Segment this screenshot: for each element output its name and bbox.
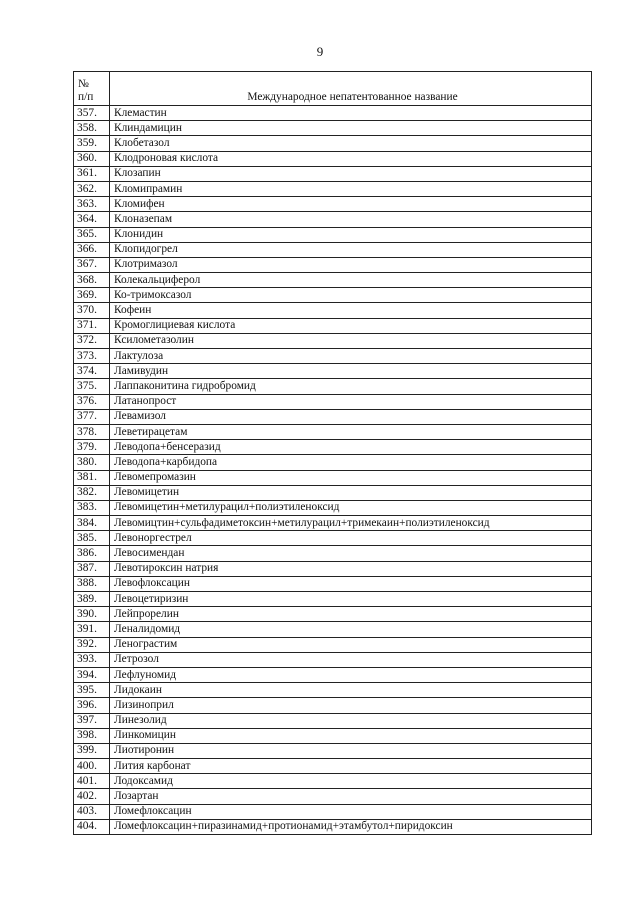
table-row: [74, 136, 592, 151]
row-number: 385.: [74, 531, 110, 546]
drug-name: Левомицтин+сульфадиметоксин+метилурацил+тримекаин+полиэтиленоксид: [110, 516, 592, 531]
table-row: [74, 728, 592, 743]
row-number: 372.: [74, 333, 110, 348]
drug-name: Клемастин: [110, 106, 592, 121]
drug-name: Левоцетиризин: [110, 592, 592, 607]
table-row: [74, 197, 592, 212]
drug-name: Клобетазол: [110, 136, 592, 151]
table-row: [74, 531, 592, 546]
drug-name: Клодроновая кислота: [110, 151, 592, 166]
row-number: 362.: [74, 181, 110, 196]
drug-name: Летрозол: [110, 652, 592, 667]
drug-name: Ламивудин: [110, 364, 592, 379]
drug-name: Лизиноприл: [110, 698, 592, 713]
table-row: [74, 394, 592, 409]
drug-name: Ломефлоксацин: [110, 804, 592, 819]
drug-name: Левофлоксацин: [110, 576, 592, 591]
table-row: [74, 409, 592, 424]
table-row: [74, 637, 592, 652]
row-number: 374.: [74, 364, 110, 379]
row-number: 365.: [74, 227, 110, 242]
drug-name: Кломифен: [110, 197, 592, 212]
row-number: 381.: [74, 470, 110, 485]
drug-name: Клопидогрел: [110, 242, 592, 257]
table-row: [74, 379, 592, 394]
row-number: 377.: [74, 409, 110, 424]
table-row: [74, 106, 592, 121]
table-row: [74, 181, 592, 196]
table-body: [74, 106, 592, 835]
drug-name: Клозапин: [110, 166, 592, 181]
row-number: 383.: [74, 500, 110, 515]
row-number: 361.: [74, 166, 110, 181]
table-row: [74, 743, 592, 758]
table-row: [74, 303, 592, 318]
table-row: [74, 349, 592, 364]
table-row: [74, 455, 592, 470]
table-row: [74, 212, 592, 227]
drug-name: Линезолид: [110, 713, 592, 728]
table-row: [74, 333, 592, 348]
drug-name: Левомицетин: [110, 485, 592, 500]
row-number: 371.: [74, 318, 110, 333]
drug-name: Левомицетин+метилурацил+полиэтиленоксид: [110, 500, 592, 515]
drug-name: Клонидин: [110, 227, 592, 242]
drug-name: Кромоглициевая кислота: [110, 318, 592, 333]
row-number: 386.: [74, 546, 110, 561]
table-row: [74, 789, 592, 804]
drug-name: Леналидомид: [110, 622, 592, 637]
row-number: 373.: [74, 349, 110, 364]
table-row: [74, 227, 592, 242]
drug-name: Леводопа+карбидопа: [110, 455, 592, 470]
row-number: 397.: [74, 713, 110, 728]
drug-name: Леветирацетам: [110, 424, 592, 439]
row-number: 367.: [74, 257, 110, 272]
drug-name: Кломипрамин: [110, 181, 592, 196]
row-number: 360.: [74, 151, 110, 166]
drug-name: Лодоксамид: [110, 774, 592, 789]
column-header-name: Международное непатентованное название: [110, 72, 592, 106]
row-number: 380.: [74, 455, 110, 470]
row-number: 358.: [74, 121, 110, 136]
table-row: [74, 652, 592, 667]
table-row: [74, 607, 592, 622]
drug-name: Клоназепам: [110, 212, 592, 227]
table-row: [74, 257, 592, 272]
drug-name: Лития карбонат: [110, 759, 592, 774]
row-number: 382.: [74, 485, 110, 500]
drug-table: [73, 71, 592, 835]
table-row: [74, 546, 592, 561]
table-row: [74, 424, 592, 439]
row-number: 364.: [74, 212, 110, 227]
drug-name: Левоноргестрел: [110, 531, 592, 546]
row-number: 394.: [74, 667, 110, 682]
table-header-row: [74, 72, 592, 106]
drug-name: Левамизол: [110, 409, 592, 424]
table-row: [74, 166, 592, 181]
table-row: [74, 592, 592, 607]
row-number: 404.: [74, 819, 110, 834]
table-row: [74, 440, 592, 455]
drug-name: Лефлуномид: [110, 667, 592, 682]
table-row: [74, 516, 592, 531]
row-number: 359.: [74, 136, 110, 151]
row-number: 396.: [74, 698, 110, 713]
row-number: 393.: [74, 652, 110, 667]
row-number: 368.: [74, 273, 110, 288]
row-number: 376.: [74, 394, 110, 409]
table-row: [74, 242, 592, 257]
drug-name: Латанопрост: [110, 394, 592, 409]
drug-name: Лейпрорелин: [110, 607, 592, 622]
column-header-number-line1: №: [78, 78, 89, 90]
drug-name: Клиндамицин: [110, 121, 592, 136]
row-number: 357.: [74, 106, 110, 121]
drug-name: Лозартан: [110, 789, 592, 804]
row-number: 391.: [74, 622, 110, 637]
drug-name: Леводопа+бенсеразид: [110, 440, 592, 455]
row-number: 363.: [74, 197, 110, 212]
drug-name: Лаппаконитина гидробромид: [110, 379, 592, 394]
column-header-number: [74, 72, 110, 106]
row-number: 399.: [74, 743, 110, 758]
drug-name: Лиотиронин: [110, 743, 592, 758]
row-number: 387.: [74, 561, 110, 576]
row-number: 370.: [74, 303, 110, 318]
table-row: [74, 804, 592, 819]
drug-name: Ко-тримоксазол: [110, 288, 592, 303]
table-row: [74, 576, 592, 591]
row-number: 390.: [74, 607, 110, 622]
table-row: [74, 273, 592, 288]
table-row: [74, 667, 592, 682]
table-row: [74, 759, 592, 774]
row-number: 388.: [74, 576, 110, 591]
drug-name: Клотримазол: [110, 257, 592, 272]
table-row: [74, 774, 592, 789]
drug-name: Ломефлоксацин+пиразинамид+протионамид+этамбутол+пиридоксин: [110, 819, 592, 834]
drug-name: Линкомицин: [110, 728, 592, 743]
row-number: 375.: [74, 379, 110, 394]
page-number: 9: [316, 44, 324, 59]
row-number: 398.: [74, 728, 110, 743]
row-number: 400.: [74, 759, 110, 774]
drug-name: Ленограстим: [110, 637, 592, 652]
table-row: [74, 121, 592, 136]
drug-name: Кофеин: [110, 303, 592, 318]
table-row: [74, 151, 592, 166]
row-number: 366.: [74, 242, 110, 257]
drug-name: Ксилометазолин: [110, 333, 592, 348]
row-number: 384.: [74, 516, 110, 531]
row-number: 395.: [74, 683, 110, 698]
table-row: [74, 364, 592, 379]
table-row: [74, 470, 592, 485]
table-row: [74, 561, 592, 576]
table-row: [74, 500, 592, 515]
row-number: 369.: [74, 288, 110, 303]
table-row: [74, 713, 592, 728]
drug-name: Левомепромазин: [110, 470, 592, 485]
table-row: [74, 698, 592, 713]
row-number: 401.: [74, 774, 110, 789]
table-row: [74, 683, 592, 698]
row-number: 402.: [74, 789, 110, 804]
row-number: 403.: [74, 804, 110, 819]
drug-name: Левосимендан: [110, 546, 592, 561]
drug-name: Левотироксин натрия: [110, 561, 592, 576]
row-number: 379.: [74, 440, 110, 455]
table-row: [74, 288, 592, 303]
column-header-number-line2: п/п: [78, 91, 94, 103]
drug-name: Лидокаин: [110, 683, 592, 698]
table-row: [74, 318, 592, 333]
drug-name: Колекальциферол: [110, 273, 592, 288]
drug-name: Лактулоза: [110, 349, 592, 364]
row-number: 378.: [74, 424, 110, 439]
table-row: [74, 485, 592, 500]
row-number: 392.: [74, 637, 110, 652]
table-row: [74, 622, 592, 637]
table-row: [74, 819, 592, 834]
row-number: 389.: [74, 592, 110, 607]
